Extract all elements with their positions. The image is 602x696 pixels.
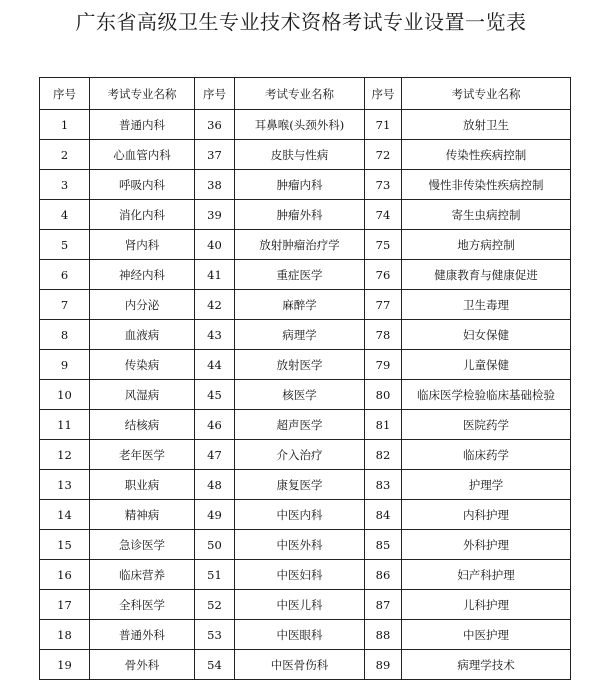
row-seq-2: 54 bbox=[195, 650, 235, 680]
row-name-3: 慢性非传染性疾病控制 bbox=[402, 170, 571, 200]
table-row bbox=[40, 530, 571, 560]
header-name-1: 考试专业名称 bbox=[90, 78, 195, 110]
row-seq-3: 87 bbox=[365, 590, 402, 620]
row-seq-1: 4 bbox=[40, 200, 90, 230]
row-seq-3: 89 bbox=[365, 650, 402, 680]
row-name-2: 介入治疗 bbox=[235, 440, 365, 470]
row-name-3: 病理学技术 bbox=[402, 650, 571, 680]
row-name-3: 儿科护理 bbox=[402, 590, 571, 620]
table-row bbox=[40, 650, 571, 680]
row-seq-2: 37 bbox=[195, 140, 235, 170]
row-seq-3: 85 bbox=[365, 530, 402, 560]
row-name-3: 外科护理 bbox=[402, 530, 571, 560]
row-seq-1: 19 bbox=[40, 650, 90, 680]
table-row bbox=[40, 200, 571, 230]
row-name-2: 耳鼻喉(头颈外科) bbox=[235, 110, 365, 140]
row-seq-2: 44 bbox=[195, 350, 235, 380]
row-seq-1: 12 bbox=[40, 440, 90, 470]
row-seq-1: 18 bbox=[40, 620, 90, 650]
row-name-1: 急诊医学 bbox=[90, 530, 195, 560]
row-name-3: 放射卫生 bbox=[402, 110, 571, 140]
row-seq-2: 38 bbox=[195, 170, 235, 200]
table-row bbox=[40, 560, 571, 590]
table-body bbox=[40, 110, 571, 680]
row-name-1: 呼吸内科 bbox=[90, 170, 195, 200]
row-seq-2: 50 bbox=[195, 530, 235, 560]
table-row bbox=[40, 380, 571, 410]
row-name-2: 中医骨伤科 bbox=[235, 650, 365, 680]
specialty-table bbox=[39, 77, 571, 680]
table-row bbox=[40, 290, 571, 320]
row-name-2: 中医妇科 bbox=[235, 560, 365, 590]
row-seq-1: 14 bbox=[40, 500, 90, 530]
row-seq-3: 84 bbox=[365, 500, 402, 530]
row-seq-3: 81 bbox=[365, 410, 402, 440]
row-name-2: 放射肿瘤治疗学 bbox=[235, 230, 365, 260]
row-seq-3: 76 bbox=[365, 260, 402, 290]
row-seq-2: 36 bbox=[195, 110, 235, 140]
table-row bbox=[40, 170, 571, 200]
row-seq-2: 40 bbox=[195, 230, 235, 260]
row-seq-1: 8 bbox=[40, 320, 90, 350]
header-seq-2: 序号 bbox=[195, 78, 235, 110]
row-seq-2: 41 bbox=[195, 260, 235, 290]
row-seq-2: 49 bbox=[195, 500, 235, 530]
row-seq-2: 53 bbox=[195, 620, 235, 650]
row-name-3: 妇女保健 bbox=[402, 320, 571, 350]
row-name-2: 重症医学 bbox=[235, 260, 365, 290]
table-row bbox=[40, 410, 571, 440]
row-name-3: 临床医学检验临床基础检验 bbox=[402, 380, 571, 410]
row-name-2: 超声医学 bbox=[235, 410, 365, 440]
row-seq-2: 48 bbox=[195, 470, 235, 500]
table-row bbox=[40, 500, 571, 530]
table-row bbox=[40, 590, 571, 620]
row-name-3: 儿童保健 bbox=[402, 350, 571, 380]
row-name-2: 康复医学 bbox=[235, 470, 365, 500]
table-row bbox=[40, 350, 571, 380]
row-seq-3: 72 bbox=[365, 140, 402, 170]
row-name-1: 肾内科 bbox=[90, 230, 195, 260]
row-seq-1: 13 bbox=[40, 470, 90, 500]
row-seq-3: 80 bbox=[365, 380, 402, 410]
row-seq-3: 74 bbox=[365, 200, 402, 230]
table-row bbox=[40, 230, 571, 260]
row-name-1: 老年医学 bbox=[90, 440, 195, 470]
row-seq-3: 75 bbox=[365, 230, 402, 260]
row-seq-1: 15 bbox=[40, 530, 90, 560]
row-name-1: 普通外科 bbox=[90, 620, 195, 650]
row-name-2: 肿瘤内科 bbox=[235, 170, 365, 200]
table-row bbox=[40, 260, 571, 290]
row-name-2: 病理学 bbox=[235, 320, 365, 350]
row-name-3: 医院药学 bbox=[402, 410, 571, 440]
header-seq-1: 序号 bbox=[40, 78, 90, 110]
row-seq-1: 7 bbox=[40, 290, 90, 320]
row-name-3: 健康教育与健康促进 bbox=[402, 260, 571, 290]
header-name-3: 考试专业名称 bbox=[402, 78, 571, 110]
row-name-3: 内科护理 bbox=[402, 500, 571, 530]
row-name-1: 骨外科 bbox=[90, 650, 195, 680]
row-name-3: 中医护理 bbox=[402, 620, 571, 650]
row-name-1: 心血管内科 bbox=[90, 140, 195, 170]
row-name-3: 临床药学 bbox=[402, 440, 571, 470]
row-name-1: 风湿病 bbox=[90, 380, 195, 410]
row-seq-2: 43 bbox=[195, 320, 235, 350]
row-seq-3: 83 bbox=[365, 470, 402, 500]
row-seq-1: 9 bbox=[40, 350, 90, 380]
header-seq-3: 序号 bbox=[365, 78, 402, 110]
row-seq-3: 77 bbox=[365, 290, 402, 320]
row-seq-1: 5 bbox=[40, 230, 90, 260]
row-name-2: 核医学 bbox=[235, 380, 365, 410]
row-seq-3: 88 bbox=[365, 620, 402, 650]
table-row bbox=[40, 140, 571, 170]
header-name-2: 考试专业名称 bbox=[235, 78, 365, 110]
row-name-3: 护理学 bbox=[402, 470, 571, 500]
row-name-1: 结核病 bbox=[90, 410, 195, 440]
row-name-2: 中医内科 bbox=[235, 500, 365, 530]
row-seq-1: 16 bbox=[40, 560, 90, 590]
row-name-1: 全科医学 bbox=[90, 590, 195, 620]
row-seq-1: 6 bbox=[40, 260, 90, 290]
row-name-2: 皮肤与性病 bbox=[235, 140, 365, 170]
row-name-1: 传染病 bbox=[90, 350, 195, 380]
row-seq-3: 86 bbox=[365, 560, 402, 590]
row-name-3: 卫生毒理 bbox=[402, 290, 571, 320]
row-seq-1: 17 bbox=[40, 590, 90, 620]
table-row bbox=[40, 320, 571, 350]
row-name-1: 内分泌 bbox=[90, 290, 195, 320]
table-row bbox=[40, 470, 571, 500]
row-seq-2: 51 bbox=[195, 560, 235, 590]
row-name-2: 肿瘤外科 bbox=[235, 200, 365, 230]
row-seq-2: 39 bbox=[195, 200, 235, 230]
row-name-2: 中医儿科 bbox=[235, 590, 365, 620]
row-name-2: 中医外科 bbox=[235, 530, 365, 560]
row-name-1: 临床营养 bbox=[90, 560, 195, 590]
page-title: 广东省高级卫生专业技术资格考试专业设置一览表 bbox=[75, 10, 527, 34]
row-seq-3: 73 bbox=[365, 170, 402, 200]
row-name-3: 妇产科护理 bbox=[402, 560, 571, 590]
row-seq-1: 11 bbox=[40, 410, 90, 440]
row-seq-2: 46 bbox=[195, 410, 235, 440]
table-row bbox=[40, 440, 571, 470]
row-seq-3: 71 bbox=[365, 110, 402, 140]
table-header-row bbox=[40, 78, 571, 110]
row-name-3: 传染性疾病控制 bbox=[402, 140, 571, 170]
table-row bbox=[40, 110, 571, 140]
row-name-1: 血液病 bbox=[90, 320, 195, 350]
row-seq-1: 10 bbox=[40, 380, 90, 410]
table-row bbox=[40, 620, 571, 650]
row-seq-3: 78 bbox=[365, 320, 402, 350]
row-name-3: 寄生虫病控制 bbox=[402, 200, 571, 230]
row-seq-1: 3 bbox=[40, 170, 90, 200]
row-name-1: 普通内科 bbox=[90, 110, 195, 140]
row-name-2: 中医眼科 bbox=[235, 620, 365, 650]
row-name-1: 精神病 bbox=[90, 500, 195, 530]
row-seq-2: 52 bbox=[195, 590, 235, 620]
row-name-3: 地方病控制 bbox=[402, 230, 571, 260]
row-seq-1: 1 bbox=[40, 110, 90, 140]
row-seq-3: 79 bbox=[365, 350, 402, 380]
row-name-2: 麻醉学 bbox=[235, 290, 365, 320]
row-seq-2: 42 bbox=[195, 290, 235, 320]
row-seq-2: 45 bbox=[195, 380, 235, 410]
row-name-1: 神经内科 bbox=[90, 260, 195, 290]
row-name-1: 职业病 bbox=[90, 470, 195, 500]
row-seq-1: 2 bbox=[40, 140, 90, 170]
row-seq-3: 82 bbox=[365, 440, 402, 470]
row-seq-2: 47 bbox=[195, 440, 235, 470]
row-name-1: 消化内科 bbox=[90, 200, 195, 230]
row-name-2: 放射医学 bbox=[235, 350, 365, 380]
